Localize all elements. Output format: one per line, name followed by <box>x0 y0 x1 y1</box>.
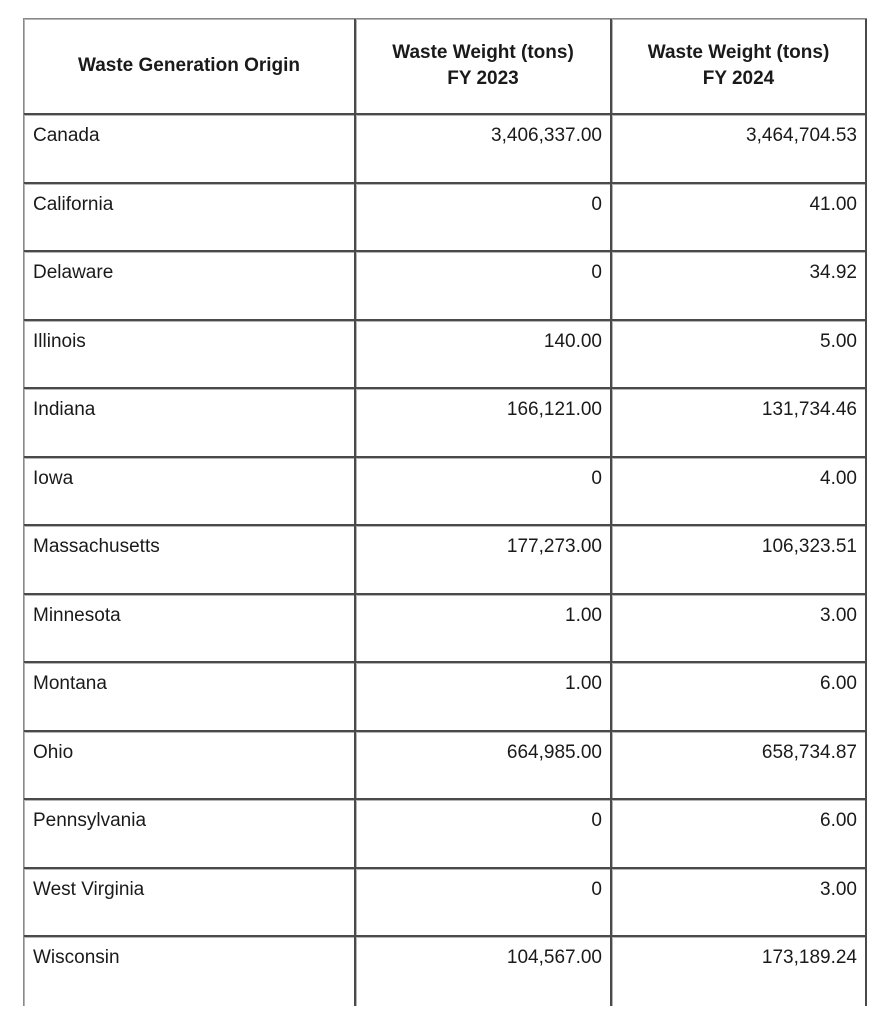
fy2023-cell: 0 <box>356 800 612 869</box>
header-fy2024-line1: Waste Weight (tons) <box>647 42 830 63</box>
table-row <box>24 595 867 664</box>
fy2024-cell: 6.00 <box>612 800 867 869</box>
header-fy2024-line2: FY 2024 <box>702 68 775 89</box>
table-row <box>24 389 867 458</box>
fy2023-cell: 177,273.00 <box>356 526 612 595</box>
origin-cell: Pennsylvania <box>24 800 356 869</box>
fy2023-cell: 0 <box>356 184 612 253</box>
table-header-row <box>24 19 867 115</box>
fy2023-cell: 3,406,337.00 <box>356 115 612 184</box>
origin-cell: Wisconsin <box>24 937 356 1006</box>
fy2023-cell: 1.00 <box>356 663 612 732</box>
table-row <box>24 663 867 732</box>
waste-origin-table <box>23 18 867 1006</box>
fy2023-cell: 1.00 <box>356 595 612 664</box>
origin-cell: Canada <box>24 115 356 184</box>
origin-cell: California <box>24 184 356 253</box>
table-row <box>24 869 867 938</box>
table-row <box>24 800 867 869</box>
table-row <box>24 732 867 801</box>
fy2024-cell: 3,464,704.53 <box>612 115 867 184</box>
fy2023-cell: 0 <box>356 252 612 321</box>
fy2024-cell: 173,189.24 <box>612 937 867 1006</box>
table-row <box>24 321 867 390</box>
fy2023-cell: 0 <box>356 869 612 938</box>
origin-cell: Montana <box>24 663 356 732</box>
fy2024-cell: 6.00 <box>612 663 867 732</box>
table-body <box>24 115 867 1006</box>
table-row <box>24 458 867 527</box>
origin-cell: Iowa <box>24 458 356 527</box>
origin-cell: Indiana <box>24 389 356 458</box>
origin-cell: Minnesota <box>24 595 356 664</box>
header-fy2023-line1: Waste Weight (tons) <box>392 42 574 63</box>
fy2024-cell: 658,734.87 <box>612 732 867 801</box>
fy2024-cell: 106,323.51 <box>612 526 867 595</box>
fy2024-cell: 4.00 <box>612 458 867 527</box>
table-row <box>24 115 867 184</box>
waste-table-container <box>23 18 866 1006</box>
fy2023-cell: 0 <box>356 458 612 527</box>
fy2023-cell: 664,985.00 <box>356 732 612 801</box>
table-row <box>24 184 867 253</box>
header-fy2023-line2: FY 2023 <box>447 68 519 89</box>
table-row <box>24 526 867 595</box>
fy2024-cell: 3.00 <box>612 595 867 664</box>
origin-cell: Massachusetts <box>24 526 356 595</box>
origin-cell: Illinois <box>24 321 356 390</box>
fy2024-cell: 5.00 <box>612 321 867 390</box>
fy2024-cell: 41.00 <box>612 184 867 253</box>
fy2023-cell: 166,121.00 <box>356 389 612 458</box>
fy2023-cell: 104,567.00 <box>356 937 612 1006</box>
fy2023-cell: 140.00 <box>356 321 612 390</box>
header-fy2024 <box>612 19 867 115</box>
fy2024-cell: 34.92 <box>612 252 867 321</box>
header-origin-label: Waste Generation Origin <box>77 55 301 76</box>
fy2024-cell: 131,734.46 <box>612 389 867 458</box>
origin-cell: Delaware <box>24 252 356 321</box>
origin-cell: Ohio <box>24 732 356 801</box>
header-origin <box>24 19 356 115</box>
header-fy2023 <box>356 19 612 115</box>
table-row <box>24 937 867 1006</box>
fy2024-cell: 3.00 <box>612 869 867 938</box>
origin-cell: West Virginia <box>24 869 356 938</box>
table-row <box>24 252 867 321</box>
